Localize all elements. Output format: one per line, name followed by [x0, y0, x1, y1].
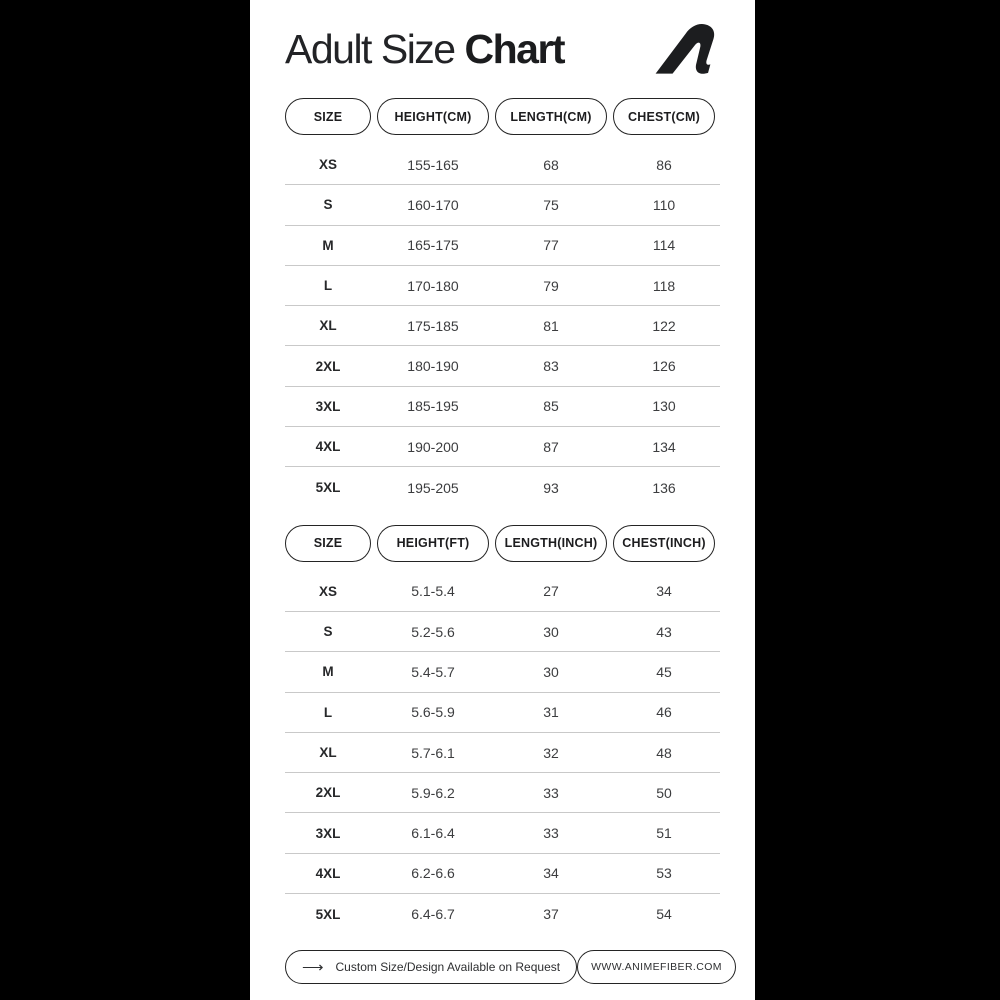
value-cell: 155-165 [407, 156, 459, 173]
value-cell: 85 [543, 398, 559, 415]
website-label: WWW.ANIMEFIBER.COM [591, 961, 722, 974]
value-cell: 46 [656, 704, 672, 721]
size-label: 5XL [315, 480, 341, 496]
value-cell: 32 [543, 744, 559, 761]
size-label: M [322, 664, 334, 680]
custom-size-button[interactable] [285, 950, 577, 984]
column-header-pill: LENGTH(CM) [495, 98, 607, 135]
value-cell: 31 [543, 704, 559, 721]
value-cell: 93 [543, 479, 559, 496]
tables-container [285, 98, 720, 934]
size-label: 4XL [315, 865, 341, 881]
size-label: M [322, 237, 334, 253]
size-table-imperial [285, 525, 720, 935]
value-cell: 5.4-5.7 [411, 663, 455, 680]
value-cell: 175-185 [407, 317, 459, 334]
table-row [285, 813, 720, 853]
table-row [285, 467, 720, 507]
value-cell: 83 [543, 358, 559, 375]
size-label: S [323, 624, 333, 640]
value-cell: 53 [656, 865, 672, 882]
website-button[interactable] [577, 950, 736, 984]
animefiber-logo-icon [650, 22, 726, 76]
size-label: 2XL [315, 785, 341, 801]
value-cell: 51 [656, 825, 672, 842]
size-table-metric [285, 98, 720, 508]
arrow-right-icon: ⟶ [302, 958, 324, 976]
table-row [285, 854, 720, 894]
value-cell: 87 [543, 438, 559, 455]
table-row [285, 773, 720, 813]
table-row [285, 612, 720, 652]
value-cell: 126 [652, 358, 676, 375]
size-chart-sheet [250, 0, 755, 1000]
value-cell: 30 [543, 623, 559, 640]
value-cell: 48 [656, 744, 672, 761]
value-cell: 5.1-5.4 [411, 583, 455, 600]
table-row [285, 427, 720, 467]
value-cell: 79 [543, 277, 559, 294]
table-row [285, 346, 720, 386]
custom-size-label: Custom Size/Design Available on Request [335, 960, 561, 975]
value-cell: 114 [652, 237, 676, 254]
value-cell: 195-205 [407, 479, 459, 496]
column-header-pill: HEIGHT(CM) [377, 98, 489, 135]
value-cell: 170-180 [407, 277, 459, 294]
header [285, 20, 720, 78]
value-cell: 77 [543, 237, 559, 254]
column-header-pill: SIZE [285, 525, 371, 562]
value-cell: 43 [656, 623, 672, 640]
value-cell: 81 [543, 317, 559, 334]
table-row [285, 306, 720, 346]
size-label: XS [318, 157, 337, 173]
value-cell: 160-170 [407, 196, 459, 213]
column-header-pill: LENGTH(INCH) [495, 525, 607, 562]
footer [285, 950, 720, 984]
value-cell: 6.2-6.6 [411, 865, 455, 882]
value-cell: 33 [543, 784, 559, 801]
value-cell: 75 [543, 196, 559, 213]
table-row [285, 733, 720, 773]
value-cell: 180-190 [407, 358, 459, 375]
value-cell: 134 [652, 438, 676, 455]
value-cell: 5.9-6.2 [411, 784, 455, 801]
table-row [285, 226, 720, 266]
value-cell: 86 [656, 156, 672, 173]
size-label: L [323, 704, 333, 720]
column-header-pill: SIZE [285, 98, 371, 135]
value-cell: 5.7-6.1 [411, 744, 455, 761]
table-row [285, 652, 720, 692]
value-cell: 165-175 [407, 237, 459, 254]
page-title [285, 26, 564, 73]
value-cell: 6.1-6.4 [411, 825, 455, 842]
table-row [285, 572, 720, 612]
value-cell: 110 [652, 196, 676, 213]
value-cell: 34 [543, 865, 559, 882]
value-cell: 68 [543, 156, 559, 173]
value-cell: 33 [543, 825, 559, 842]
value-cell: 37 [543, 906, 559, 923]
size-label: S [323, 197, 333, 213]
table-body [285, 572, 720, 935]
table-row [285, 185, 720, 225]
table-body [285, 145, 720, 508]
table-row [285, 387, 720, 427]
value-cell: 185-195 [407, 398, 459, 415]
value-cell: 5.6-5.9 [411, 704, 455, 721]
value-cell: 54 [656, 906, 672, 923]
value-cell: 6.4-6.7 [411, 906, 455, 923]
table-row [285, 693, 720, 733]
value-cell: 122 [652, 317, 676, 334]
value-cell: 136 [652, 479, 676, 496]
size-label: 3XL [315, 398, 341, 414]
column-header-pill: CHEST(CM) [613, 98, 715, 135]
size-label: XS [318, 583, 337, 599]
table-row [285, 894, 720, 934]
value-cell: 190-200 [407, 438, 459, 455]
value-cell: 5.2-5.6 [411, 623, 455, 640]
value-cell: 130 [652, 398, 676, 415]
value-cell: 50 [656, 784, 672, 801]
value-cell: 118 [652, 277, 676, 294]
table-row [285, 266, 720, 306]
value-cell: 27 [543, 583, 559, 600]
column-header-pill: HEIGHT(FT) [377, 525, 489, 562]
size-label: L [323, 278, 333, 294]
value-cell: 34 [656, 583, 672, 600]
size-label: 3XL [315, 825, 341, 841]
size-label: 4XL [315, 439, 341, 455]
page-title-bold: Chart [464, 25, 565, 72]
table-header-row [285, 98, 720, 135]
size-label: XL [319, 745, 337, 760]
column-header-pill: CHEST(INCH) [613, 525, 715, 562]
size-label: 2XL [315, 358, 341, 374]
table-row [285, 145, 720, 185]
page-title-regular: Adult Size [285, 25, 455, 72]
value-cell: 45 [656, 663, 672, 680]
size-label: 5XL [315, 906, 341, 922]
value-cell: 30 [543, 663, 559, 680]
size-label: XL [319, 318, 337, 334]
table-header-row [285, 525, 720, 562]
